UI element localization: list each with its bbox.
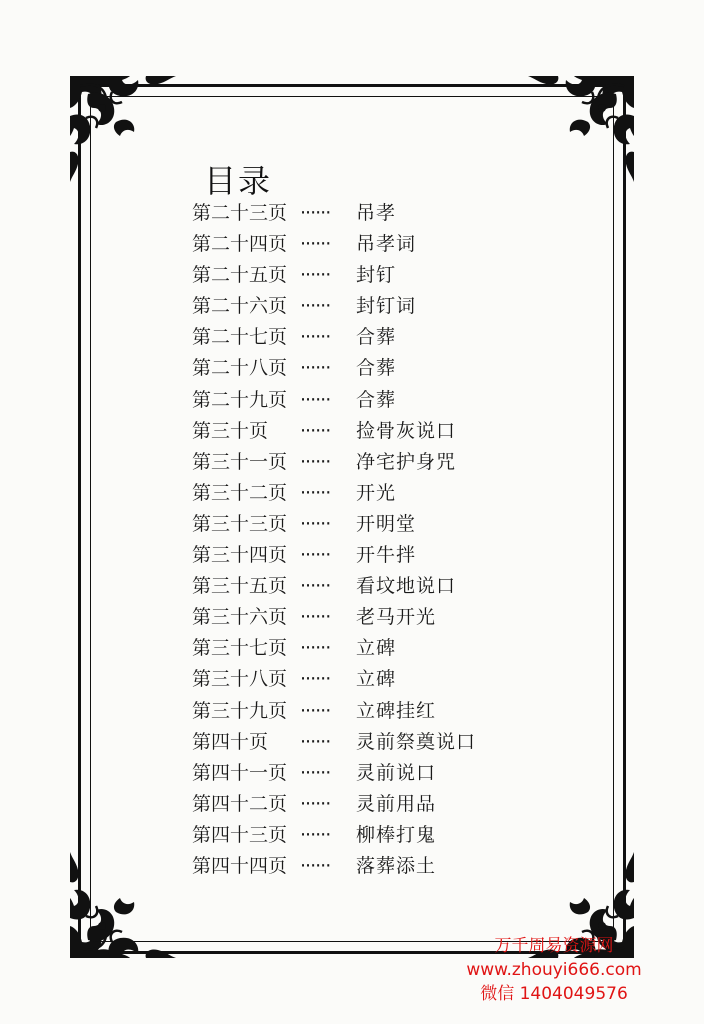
toc-page-number: 第三十四页: [192, 544, 288, 567]
toc-topic: 开明堂: [356, 512, 417, 535]
toc-page-number: 第二十九页: [192, 388, 288, 411]
toc-topic: 灵前用品: [356, 792, 437, 815]
toc-leader: ······: [300, 575, 331, 598]
toc-page-number: 第四十四页: [192, 854, 288, 877]
toc-entry[interactable]: [192, 385, 476, 416]
toc-topic: 老马开光: [356, 606, 437, 629]
toc-entry[interactable]: [192, 540, 476, 571]
toc-leader: ······: [300, 512, 331, 535]
toc-leader: ······: [300, 823, 331, 846]
toc-topic: 立碑: [356, 637, 397, 660]
toc-page-number: 第四十页: [192, 730, 269, 753]
toc-topic: 合葬: [356, 326, 397, 349]
toc-leader: ······: [300, 481, 331, 504]
toc-leader: ······: [300, 668, 331, 691]
toc-entry[interactable]: [192, 198, 476, 229]
toc-page-number: 第二十三页: [192, 202, 288, 224]
toc-topic: 吊孝: [356, 202, 397, 224]
toc-page-number: 第四十二页: [192, 792, 288, 815]
toc-entry[interactable]: [192, 571, 476, 602]
toc-topic: 看坟地说口: [356, 575, 457, 598]
toc-topic: 合葬: [356, 357, 397, 380]
toc-leader: ······: [300, 606, 331, 629]
toc-leader: ······: [300, 761, 331, 784]
toc-entry[interactable]: [192, 727, 476, 758]
toc-leader: ······: [300, 357, 331, 380]
toc-leader: ······: [300, 326, 331, 349]
toc-leader: ······: [300, 388, 331, 411]
watermark-wechat: 微信 1404049576: [480, 984, 628, 1004]
toc-topic: 封钉词: [356, 295, 417, 318]
toc-entry[interactable]: [192, 696, 476, 727]
toc-entry[interactable]: [192, 633, 476, 664]
toc-page-number: 第二十七页: [192, 326, 288, 349]
corner-ornament-icon: [518, 72, 638, 192]
toc-page-number: 第三十七页: [192, 637, 288, 660]
toc-leader: ······: [300, 544, 331, 567]
toc-entry[interactable]: [192, 602, 476, 633]
toc-page-number: 第三十三页: [192, 512, 288, 535]
toc-page-number: 第三十六页: [192, 606, 288, 629]
watermark-url: www.zhouyi666.com: [466, 960, 642, 980]
toc-leader: ······: [300, 295, 331, 318]
toc-entry[interactable]: [192, 416, 476, 447]
toc-entry[interactable]: [192, 291, 476, 322]
toc-topic: 开光: [356, 481, 397, 504]
watermark-site-name: 万千周易资源网: [494, 936, 614, 956]
watermark: [414, 934, 694, 1006]
toc-entry[interactable]: [192, 447, 476, 478]
toc-entry[interactable]: [192, 322, 476, 353]
toc-topic: 立碑: [356, 668, 397, 691]
toc-page-number: 第三十九页: [192, 699, 288, 722]
toc-topic: 立碑挂红: [356, 699, 437, 722]
toc-leader: ······: [300, 264, 331, 287]
toc-topic: 合葬: [356, 388, 397, 411]
toc-entry[interactable]: [192, 260, 476, 291]
toc-page-number: 第三十八页: [192, 668, 288, 691]
toc-page-number: 第二十四页: [192, 233, 288, 256]
toc-page-number: 第四十三页: [192, 823, 288, 846]
toc-page-number: 第二十五页: [192, 264, 288, 287]
toc-leader: ······: [300, 202, 331, 224]
toc-topic: 净宅护身咒: [356, 450, 457, 473]
toc-topic: 柳棒打鬼: [356, 823, 437, 846]
toc-page-number: 第二十六页: [192, 295, 288, 318]
toc-leader: ······: [300, 730, 331, 753]
corner-ornament-icon: [66, 72, 186, 192]
toc-topic: 灵前说口: [356, 761, 437, 784]
table-of-contents: [192, 198, 476, 882]
toc-entry[interactable]: [192, 509, 476, 540]
toc-page-number: 第二十八页: [192, 357, 288, 380]
toc-page-number: 第三十五页: [192, 575, 288, 598]
toc-topic: 落葬添土: [356, 854, 437, 877]
toc-leader: ······: [300, 233, 331, 256]
toc-entry[interactable]: [192, 758, 476, 789]
toc-leader: ······: [300, 792, 331, 815]
toc-topic: 捡骨灰说口: [356, 419, 457, 442]
toc-topic: 吊孝词: [356, 233, 417, 256]
toc-entry[interactable]: [192, 353, 476, 384]
toc-topic: 封钉: [356, 264, 397, 287]
toc-page-number: 第三十二页: [192, 481, 288, 504]
toc-entry[interactable]: [192, 820, 476, 851]
toc-topic: 开牛拌: [356, 544, 417, 567]
toc-leader: ······: [300, 699, 331, 722]
toc-leader: ······: [300, 637, 331, 660]
toc-page-number: 第三十一页: [192, 450, 288, 473]
page-title: 目录: [204, 162, 273, 200]
toc-entry[interactable]: [192, 229, 476, 260]
toc-page-number: 第四十一页: [192, 761, 288, 784]
corner-ornament-icon: [66, 842, 186, 962]
toc-entry[interactable]: [192, 664, 476, 695]
toc-page-number: 第三十页: [192, 419, 269, 442]
toc-topic: 灵前祭奠说口: [356, 730, 477, 753]
toc-entry[interactable]: [192, 789, 476, 820]
toc-entry[interactable]: [192, 478, 476, 509]
toc-entry[interactable]: [192, 851, 476, 882]
toc-leader: ······: [300, 450, 331, 473]
toc-leader: ······: [300, 419, 331, 442]
toc-leader: ······: [300, 854, 331, 877]
